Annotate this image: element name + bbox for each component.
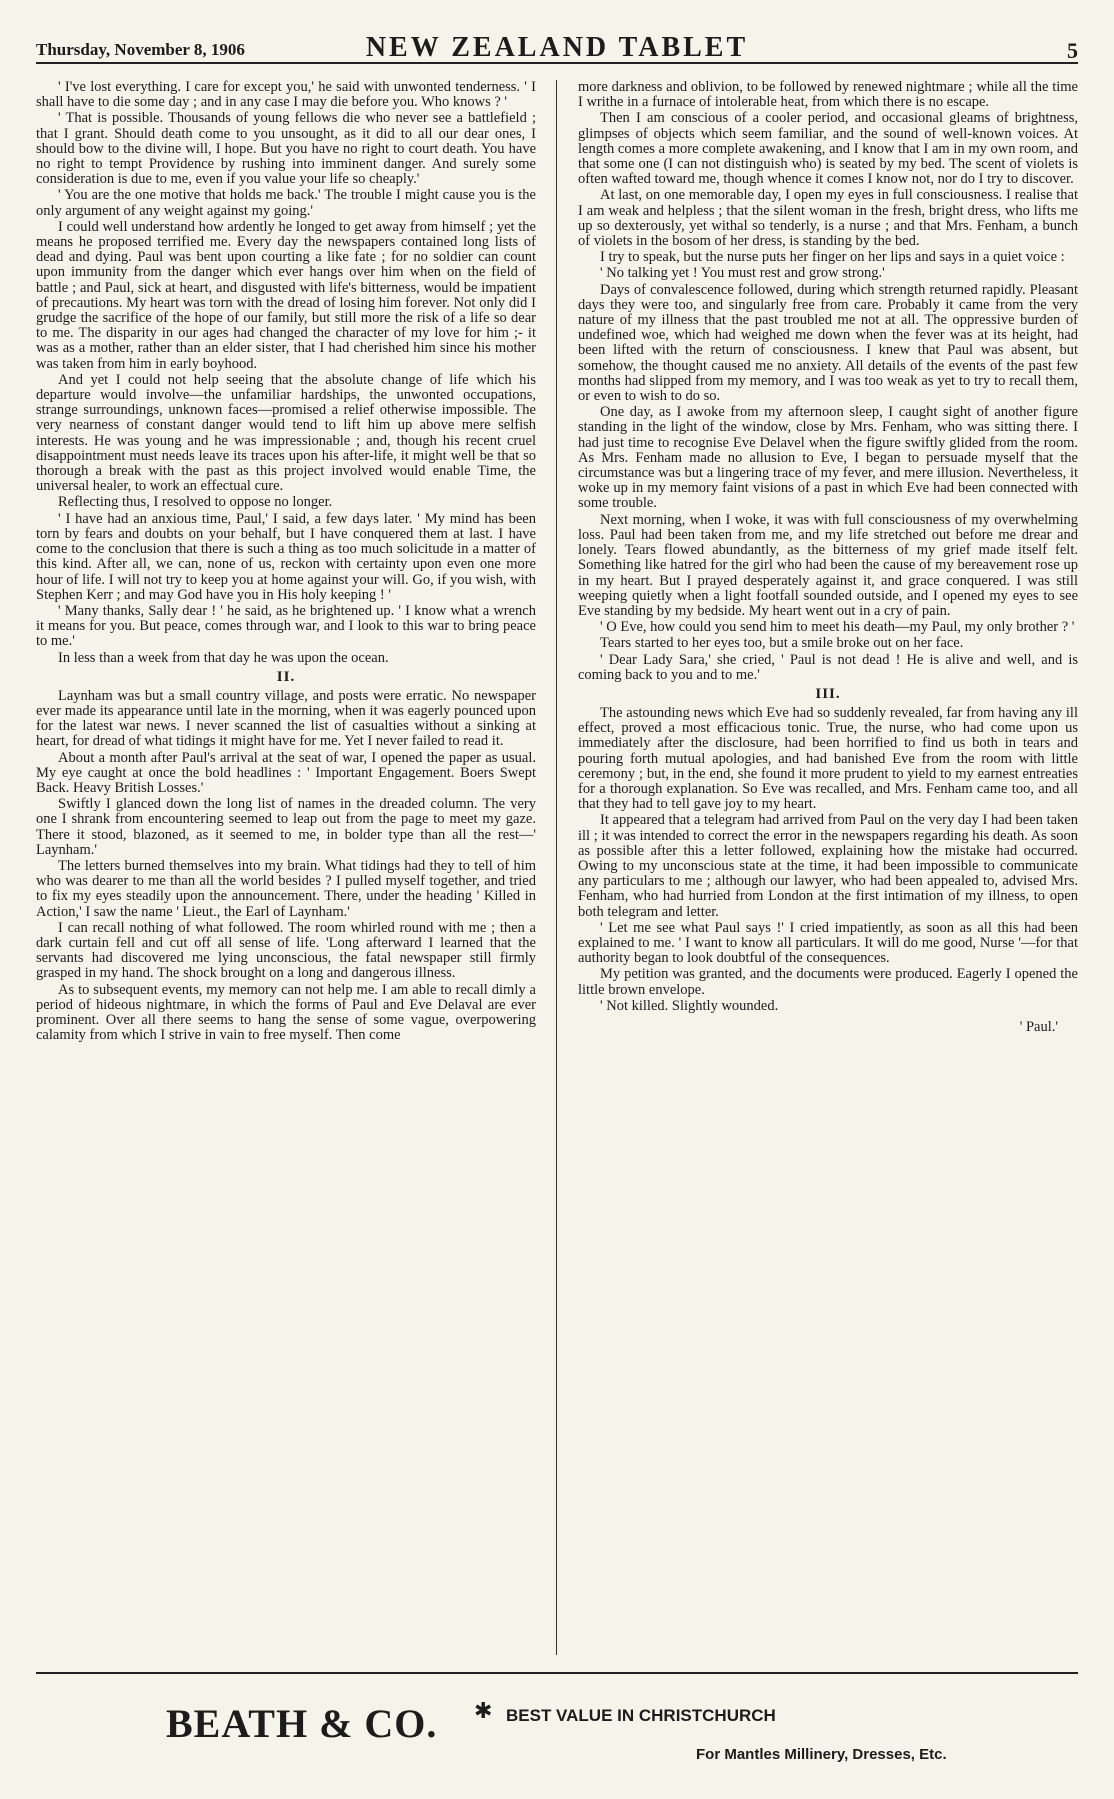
article-paragraph: And yet I could not help seeing that the absolute change of life which his departure would involve—the unfamiliar hardships, the unwonted occupations, strange surroundings, unknown faces—promised a relief otherwise impossible. The very nearness of constant danger would tend to lift him up above mere selfish interests. He was young and he was impressionable ; and, though his recent cruel disappointment must needs leave its traces upon his after-life, it might well be that so thorough a break with the past as this project involved would enable Time, the universal healer, to work an effectual cure. — [36, 371, 536, 495]
article-paragraph: It appeared that a telegram had arrived from Paul on the very day I had been taken ill ; it was intended to correct the error in the newspapers regarding his death. As soon as possible after this a letter followed, explaining how the mistake had occurred. Owing to my unconscious state at the time, it had been impossible to communicate any particulars to me ; although our lawyer, who had been appealed to, advised Mrs. Fenham, who had hurried from London at the first intimation of my illness, to open both telegram and letter. — [578, 812, 1078, 920]
article-paragraph: Tears started to her eyes too, but a smile broke out on her face. — [600, 635, 964, 652]
article-paragraph: ' O Eve, how could you send him to meet his death—my Paul, my only brother ? ' — [600, 619, 1075, 636]
article-paragraph: About a month after Paul's arrival at the seat of war, I opened the paper as usual. My eye caught at once the bold headlines : ' Important Engagement. Boers Swept Back. Heavy British Losses.' — [36, 749, 536, 796]
article-paragraph: In less than a week from that day he was upon the ocean. — [58, 649, 389, 666]
article-paragraph: Laynham was but a small country village, and posts were erratic. No newspaper ever made its appearance until late in the morning, when it was eagerly pounced upon for the latest war news. I never scanned the list of casualties without a sinking at heart, for dread of what tidings it might have for me. Yet I never failed to read it. — [36, 687, 536, 750]
article-paragraph: As to subsequent events, my memory can not help me. I am able to recall dimly a period of hideous nightmare, in which the forms of Paul and Eve Delaval are ever prominent. Over all there seems to hang the sense of some vague, overpowering calamity from which I strive in vain to free myself. Then come — [36, 981, 536, 1044]
article-paragraph: ' Let me see what Paul says !' I cried impatiently, as soon as all this had been explained to me. ' I want to know all particulars. It will do me good, Nurse '—for that authority began to look doubtful of the consequences. — [578, 919, 1078, 967]
article-paragraph: ' That is possible. Thousands of young fellows die who never see a battlefield ; that I grant. Should death come to you unsought, as it did to all our dear ones, I should bow to the divine will, I hope. But you have no right to court death. You have no right to tempt Providence by rushing into imminent danger. And surely some consideration is due to me, even if you value your life so cheaply.' — [36, 110, 536, 188]
star-icon: ✱ — [474, 1698, 493, 1723]
advert-brand: BEATH & CO. — [166, 1701, 438, 1746]
column-rule — [556, 80, 557, 1655]
article-paragraph: Then I am conscious of a cooler period, and occasional gleams of brightness, glimpses of objects which seem familiar, and the sound of well-known voices. At length comes a more complete awakening, and I know that I am in my own room, and that some one (I can not distinguish who) is seated by my bed. The scent of violets is often wafted toward me, though whence it comes I know not, nor do I try to discover. — [578, 110, 1078, 188]
signature-line: ' Paul.' — [1019, 1018, 1058, 1035]
section-heading: III. — [815, 685, 841, 702]
article-paragraph: ' Not killed. Slightly wounded. — [600, 997, 779, 1014]
section-heading: II. — [276, 668, 296, 685]
article-paragraph: I try to speak, but the nurse puts her finger on her lips and says in a quiet voice : — [600, 249, 1065, 266]
article-columns — [36, 80, 1078, 1655]
article-paragraph: One day, as I awoke from my afternoon sleep, I caught sight of another figure standing in the light of the window, close by Mrs. Fenham, who was sitting there. I had just time to recognise Eve Delavel when the figure swiftly glided from the room. As Mrs. Fenham made no allusion to Eve, I began to persuade myself that the circumstance was but a lingering trace of my fever, and mere illusion. Nevertheless, it woke up in my memory faint visions of a past in which Eve had been connected with some trouble. — [578, 404, 1078, 512]
article-paragraph: ' I've lost everything. I care for except you,' he said with unwonted tenderness. ' I shall have to die some day ; and in any case I may die before you. Who knows ? ' — [36, 80, 536, 111]
article-paragraph: ' I have had an anxious time, Paul,' I said, a few days later. ' My mind has been torn by fears and doubts on your behalf, but I have conquered them at last. I have come to the conclusion that there is such a thing as too much solicitude in a matter of this kind. After all, we can, none of us, reckon with certainty upon even one more hour of life. I will not try to keep you at home against your will. Go, if you wish, with Stephen Kerr ; and may God have you in His holy keeping ! ' — [36, 510, 536, 603]
article-paragraph: Reflecting thus, I resolved to oppose no longer. — [58, 494, 333, 511]
masthead — [36, 14, 1078, 64]
article-paragraph: Swiftly I glanced down the long list of names in the dreaded column. The very one I shrank from encountering seemed to leap out from the page to meet my gaze. There it stood, blazoned, as it seemed to me, in bolder type than all the rest—' Laynham.' — [36, 796, 536, 858]
issue-date: Thursday, November 8, 1906 — [36, 40, 245, 59]
article-paragraph: ' Many thanks, Sally dear ! ' he said, as he brightened up. ' I know what a wrench it means for you. But peace, comes through war, and I look to this war to bring peace to me.' — [36, 602, 536, 650]
article-paragraph: My petition was granted, and the documents were produced. Eagerly I opened the little brown envelope. — [578, 966, 1078, 998]
page-number: 5 — [1067, 38, 1078, 63]
article-paragraph: I can recall nothing of what followed. The room whirled round with me ; then a dark curtain fell and cut off all sense of life. 'Long afterward I learned that the servants had discovered me lying unconscious, the fatal newspaper still firmly grasped in my hand. The shock brought on a long and dangerous illness. — [36, 919, 536, 982]
right-column — [578, 80, 1078, 1655]
advert-tagline: BEST VALUE IN CHRISTCHURCH — [506, 1706, 776, 1725]
article-paragraph: The astounding news which Eve had so suddenly revealed, far from having any ill effect, proved a most efficacious tonic. True, the nurse, who had come upon us immediately after the disclosure, had been horrified to find us both in tears and pouring forth mutual apologies, and had banished Eve from the room with little ceremony ; but, in the end, she found it more prudent to yield to my earnest entreaties for a thorough explanation. So Eve was recalled, and Mrs. Fenham came too, and all that they had to tell gave joy to my heart. — [578, 704, 1078, 813]
article-paragraph: Next morning, when I woke, it was with full consciousness of my overwhelming loss. Paul had been taken from me, and my life stretched out before me drear and lonely. Tears flowed abundantly, as the bitterness of my grief made itself felt. Something like hatred for the girl who had been the cause of my bereavement rose up in my heart. But I prayed desperately against it, and grace conquered. I was still weeping quietly when a light footfall sounded outside, and I opened my eyes to see Eve standing by my bedside. My heart went out in a cry of pain. — [578, 511, 1078, 619]
article-paragraph: Days of convalescence followed, during which strength returned rapidly. Pleasant days they were too, and singularly free from care. Probably it came from the very nature of my illness that the past troubled me not at all. The oppressive burden of undefined woe, which had weighed me down when the fever was at its height, had been lifted with the return of consciousness. I knew that Paul was absent, but somehow, the thought caused me no anxiety. All details of the events of the past few months had slipped from my memory, and I was too weak as yet to try to recall them, or even to wish to do so. — [578, 281, 1078, 405]
advert-products: For Mantles Millinery, Dresses, Etc. — [696, 1746, 947, 1763]
newspaper-title: NEW ZEALAND TABLET — [365, 32, 749, 63]
article-paragraph: I could well understand how ardently he longed to get away from himself ; yet the means he proposed terrified me. Every day the newspapers contained long lists of dead and dying. Paul was bent upon courting a like fate ; for no soldier can count upon immunity from the danger which ever hangs over him when on the field of battle ; and Paul, sick at heart, and disgusted with life's bitterness, would be impatient of precautions. My heart was torn with the dread of losing him forever. Not only did I grudge the sacrifice of the hope of our family, but still more the risk of a life so dear to me. The disparity in our ages had changed the character of my love for him ;- it was as a mother, rather than an elder sister, that I had cherished him since his mother was taken from him in early boyhood. — [36, 218, 536, 372]
article-paragraph: The letters burned themselves into my brain. What tidings had they to tell of him who was dearer to me than all the world besides ? I pulled myself together, and tried to fix my eyes steadily upon the announcement. There, under the heading ' Killed in Action,' I saw the name ' Lieut., the Earl of Laynham.' — [36, 857, 536, 920]
article-paragraph: ' No talking yet ! You must rest and grow strong.' — [600, 265, 885, 282]
left-column — [36, 80, 536, 1655]
article-paragraph: ' Dear Lady Sara,' she cried, ' Paul is not dead ! He is alive and well, and is coming back to you and to me.' — [578, 651, 1078, 683]
article-paragraph: At last, on one memorable day, I open my eyes in full consciousness. I realise that I am weak and helpless ; that the silent woman in the fresh, bright dress, who lifts me up so dexterously, yet withal so tenderly, is a nurse ; and that Mrs. Fenham, a bunch of violets in the bosom of her dress, is standing by the bed. — [578, 187, 1078, 250]
article-paragraph: more darkness and oblivion, to be followed by renewed nightmare ; while all the time I writhe in a furnace of intolerable heat, from which there is no escape. — [578, 80, 1078, 111]
advertisement-footer — [36, 1672, 1078, 1784]
article-paragraph: ' You are the one motive that holds me back.' The trouble I might cause you is the only argument of any weight against my going.' — [36, 187, 536, 219]
